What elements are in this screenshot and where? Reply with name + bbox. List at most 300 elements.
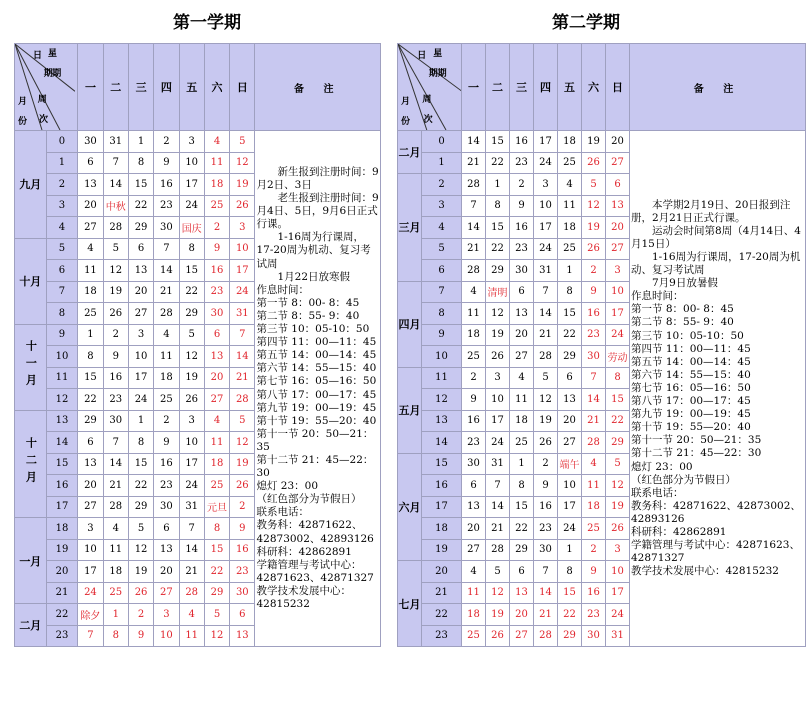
day-cell: 7 bbox=[534, 281, 558, 303]
month-label: 七月 bbox=[398, 597, 421, 611]
day-cell: 29 bbox=[128, 217, 153, 239]
day-cell: 2 bbox=[154, 410, 179, 432]
day-cell: 9 bbox=[154, 432, 179, 454]
notes-line: 第四节 11：00—11：45 bbox=[256, 336, 377, 349]
week-number: 14 bbox=[46, 432, 78, 454]
day-cell: 29 bbox=[486, 260, 510, 282]
day-cell: 19 bbox=[606, 496, 630, 518]
month-cell bbox=[398, 561, 422, 647]
day-cell: 11 bbox=[78, 260, 103, 282]
week-number: 13 bbox=[422, 410, 462, 432]
weekday-header: 三 bbox=[128, 44, 153, 131]
notes-line: 教务科：42871622、42873002、42893126 bbox=[256, 519, 374, 545]
corner-label: 周 bbox=[37, 95, 47, 105]
day-cell: 20 bbox=[78, 195, 103, 217]
day-cell: 4 bbox=[154, 324, 179, 346]
day-cell: 14 bbox=[534, 582, 558, 604]
day-cell: 15 bbox=[486, 131, 510, 153]
day-cell: 13 bbox=[230, 625, 255, 647]
day-cell: 6 bbox=[78, 432, 103, 454]
notes-line: 第一节 8：00- 8：45 bbox=[631, 303, 734, 316]
week-number: 1 bbox=[422, 152, 462, 174]
day-cell: 31 bbox=[606, 625, 630, 647]
day-cell: 19 bbox=[582, 131, 606, 153]
day-cell: 28 bbox=[154, 303, 179, 325]
day-cell: 3 bbox=[154, 604, 179, 626]
day-cell: 21 bbox=[462, 152, 486, 174]
day-cell: 31 bbox=[179, 496, 204, 518]
month-label: 二月 bbox=[398, 146, 421, 159]
weekday-header: 四 bbox=[534, 44, 558, 131]
notes-line: 新生报到注册时间：9月2日、3日 bbox=[256, 165, 379, 191]
notes-line: 第二节 8：55- 9：40 bbox=[256, 309, 360, 322]
day-cell: 18 bbox=[558, 131, 582, 153]
month-cell bbox=[398, 131, 422, 174]
day-cell: 13 bbox=[154, 539, 179, 561]
day-cell: 26 bbox=[230, 475, 255, 497]
day-cell: 14 bbox=[179, 539, 204, 561]
weekday-header: 二 bbox=[486, 44, 510, 131]
day-cell: 13 bbox=[78, 453, 103, 475]
day-cell: 17 bbox=[486, 410, 510, 432]
day-cell: 16 bbox=[510, 131, 534, 153]
day-cell: 19 bbox=[534, 410, 558, 432]
day-cell: 9 bbox=[582, 561, 606, 583]
week-number: 2 bbox=[422, 174, 462, 196]
day-cell: 29 bbox=[128, 496, 153, 518]
notes-line: 熄灯 23：00 bbox=[256, 480, 319, 493]
day-cell: 5 bbox=[204, 604, 229, 626]
day-cell: 15 bbox=[606, 389, 630, 411]
day-cell: 28 bbox=[486, 539, 510, 561]
day-cell: 20 bbox=[78, 475, 103, 497]
week-number: 6 bbox=[422, 260, 462, 282]
day-cell: 27 bbox=[510, 625, 534, 647]
day-cell: 23 bbox=[230, 561, 255, 583]
day-cell: 28 bbox=[103, 496, 128, 518]
notes-line: 第二节 8：55- 9：40 bbox=[631, 316, 734, 329]
day-cell: 24 bbox=[534, 238, 558, 260]
day-cell: 10 bbox=[179, 432, 204, 454]
notes-line: 7月9日放暑假 bbox=[631, 277, 718, 290]
day-cell: 15 bbox=[510, 496, 534, 518]
notes-line: 第五节 14：00—14：45 bbox=[631, 355, 751, 368]
day-cell: 23 bbox=[204, 281, 229, 303]
day-cell: 20 bbox=[510, 324, 534, 346]
notes-line: 1-16周为行课周，17-20周为机动、复习考试周 bbox=[256, 231, 371, 270]
day-cell: 21 bbox=[179, 561, 204, 583]
day-cell: 5 bbox=[103, 238, 128, 260]
day-cell: 15 bbox=[204, 539, 229, 561]
day-cell: 8 bbox=[78, 346, 103, 368]
day-cell: 1 bbox=[558, 539, 582, 561]
day-cell: 9 bbox=[582, 281, 606, 303]
notes-line: 科研科：42862891 bbox=[256, 545, 352, 558]
table-row bbox=[15, 131, 381, 153]
week-number: 20 bbox=[46, 561, 78, 583]
month-cell bbox=[15, 324, 47, 410]
day-cell: 18 bbox=[204, 174, 229, 196]
notes-line: 第十节 19：55—20：40 bbox=[256, 414, 377, 427]
notes-line: 教学技术发展中心：42815232 bbox=[631, 565, 779, 578]
day-cell: 11 bbox=[154, 346, 179, 368]
weekday-header: 一 bbox=[462, 44, 486, 131]
day-cell: 19 bbox=[582, 217, 606, 239]
semester-calendar-table bbox=[397, 43, 806, 647]
day-cell: 10 bbox=[606, 281, 630, 303]
day-cell: 3 bbox=[128, 324, 153, 346]
week-number: 4 bbox=[46, 217, 78, 239]
day-cell: 12 bbox=[606, 475, 630, 497]
day-cell: 24 bbox=[179, 195, 204, 217]
day-cell: 16 bbox=[582, 303, 606, 325]
day-cell: 9 bbox=[510, 195, 534, 217]
day-cell: 30 bbox=[103, 410, 128, 432]
day-cell: 4 bbox=[558, 174, 582, 196]
day-cell: 25 bbox=[462, 625, 486, 647]
day-cell: 30 bbox=[78, 131, 103, 153]
day-cell: 18 bbox=[558, 217, 582, 239]
week-number: 13 bbox=[46, 410, 78, 432]
day-cell: 21 bbox=[230, 367, 255, 389]
week-number: 18 bbox=[422, 518, 462, 540]
day-cell: 30 bbox=[204, 303, 229, 325]
day-cell: 4 bbox=[510, 367, 534, 389]
day-cell: 5 bbox=[606, 453, 630, 475]
day-cell: 19 bbox=[128, 561, 153, 583]
day-cell: 24 bbox=[78, 582, 103, 604]
day-cell: 17 bbox=[179, 453, 204, 475]
day-cell: 20 bbox=[606, 131, 630, 153]
day-cell: 20 bbox=[606, 217, 630, 239]
month-label: 十一月 bbox=[24, 340, 38, 391]
corner-label: 次 bbox=[423, 115, 433, 125]
day-cell: 23 bbox=[534, 518, 558, 540]
week-number: 20 bbox=[422, 561, 462, 583]
day-cell: 23 bbox=[510, 238, 534, 260]
notes-line: 第十二节 21：45—22：30 bbox=[631, 447, 762, 460]
day-cell: 22 bbox=[179, 281, 204, 303]
month-cell bbox=[398, 453, 422, 561]
day-cell: 22 bbox=[128, 195, 153, 217]
day-cell: 26 bbox=[179, 389, 204, 411]
day-cell: 7 bbox=[179, 518, 204, 540]
day-cell: 6 bbox=[78, 152, 103, 174]
day-cell: 22 bbox=[78, 389, 103, 411]
day-cell: 10 bbox=[78, 539, 103, 561]
week-number: 2 bbox=[46, 174, 78, 196]
day-cell: 5 bbox=[230, 410, 255, 432]
day-cell: 6 bbox=[606, 174, 630, 196]
day-cell: 9 bbox=[230, 518, 255, 540]
day-cell: 24 bbox=[179, 475, 204, 497]
weekday-header: 四 bbox=[154, 44, 179, 131]
corner-label: 份 bbox=[18, 117, 28, 127]
day-cell: 27 bbox=[606, 238, 630, 260]
day-cell: 4 bbox=[204, 131, 229, 153]
day-cell: 23 bbox=[462, 432, 486, 454]
day-cell: 8 bbox=[558, 281, 582, 303]
week-number: 5 bbox=[46, 238, 78, 260]
day-cell: 1 bbox=[558, 260, 582, 282]
week-number: 7 bbox=[422, 281, 462, 303]
day-cell: 27 bbox=[558, 432, 582, 454]
week-number: 19 bbox=[46, 539, 78, 561]
day-cell: 7 bbox=[534, 561, 558, 583]
day-cell: 24 bbox=[128, 389, 153, 411]
month-label: 十二月 bbox=[24, 436, 38, 488]
day-cell: 15 bbox=[179, 260, 204, 282]
month-label: 十月 bbox=[19, 275, 42, 288]
day-cell: 5 bbox=[486, 561, 510, 583]
day-cell: 2 bbox=[534, 453, 558, 475]
semester-title: 第二学期 bbox=[552, 13, 620, 33]
notes-line: 科研科：42862891 bbox=[631, 525, 727, 538]
day-cell: 4 bbox=[582, 453, 606, 475]
corner-label: 月 bbox=[401, 97, 411, 107]
day-cell: 20 bbox=[510, 604, 534, 626]
day-cell: 24 bbox=[606, 324, 630, 346]
day-cell: 25 bbox=[462, 346, 486, 368]
corner-label: 期 bbox=[428, 69, 438, 79]
day-cell: 11 bbox=[462, 303, 486, 325]
notes-line: 作息时间： bbox=[256, 283, 309, 296]
day-cell: 6 bbox=[558, 367, 582, 389]
notes-line: 本学期2月19日、20日报到注册，2月21日正式行课。 bbox=[631, 198, 791, 224]
day-cell: 22 bbox=[486, 238, 510, 260]
day-cell: 8 bbox=[128, 152, 153, 174]
day-cell: 15 bbox=[558, 582, 582, 604]
day-cell: 24 bbox=[534, 152, 558, 174]
day-cell: 16 bbox=[462, 410, 486, 432]
day-cell: 27 bbox=[78, 496, 103, 518]
day-cell: 12 bbox=[103, 260, 128, 282]
notes-line: 第十一节 20：50—21：35 bbox=[256, 427, 374, 453]
notes-header: 备 注 bbox=[630, 44, 806, 131]
day-cell: 26 bbox=[582, 152, 606, 174]
day-cell: 19 bbox=[230, 453, 255, 475]
day-cell: 2 bbox=[204, 217, 229, 239]
day-cell: 21 bbox=[486, 518, 510, 540]
week-number: 19 bbox=[422, 539, 462, 561]
day-cell: 26 bbox=[230, 195, 255, 217]
day-cell: 2 bbox=[462, 367, 486, 389]
week-number: 23 bbox=[46, 625, 78, 647]
month-label: 六月 bbox=[398, 500, 421, 514]
day-cell: 17 bbox=[179, 174, 204, 196]
day-cell: 16 bbox=[103, 367, 128, 389]
day-cell: 8 bbox=[510, 475, 534, 497]
notes-line: 第六节 14：55—15：40 bbox=[256, 362, 377, 375]
day-cell: 13 bbox=[462, 496, 486, 518]
week-number: 9 bbox=[422, 324, 462, 346]
week-number: 11 bbox=[422, 367, 462, 389]
day-cell: 17 bbox=[534, 131, 558, 153]
day-cell: 9 bbox=[462, 389, 486, 411]
day-cell: 10 bbox=[128, 346, 153, 368]
week-number: 23 bbox=[422, 625, 462, 647]
day-cell: 7 bbox=[154, 238, 179, 260]
day-cell: 21 bbox=[462, 238, 486, 260]
week-number: 17 bbox=[422, 496, 462, 518]
day-cell: 3 bbox=[179, 131, 204, 153]
day-cell: 5 bbox=[534, 367, 558, 389]
notes-line: 联系电话： bbox=[631, 486, 684, 499]
day-cell: 10 bbox=[558, 475, 582, 497]
notes-line: 联系电话： bbox=[256, 506, 309, 519]
month-cell bbox=[15, 131, 47, 239]
day-cell: 29 bbox=[78, 410, 103, 432]
month-label: 一月 bbox=[19, 554, 42, 568]
day-cell: 13 bbox=[128, 260, 153, 282]
day-cell: 25 bbox=[78, 303, 103, 325]
day-cell: 11 bbox=[204, 152, 229, 174]
day-cell: 16 bbox=[204, 260, 229, 282]
day-cell: 15 bbox=[558, 303, 582, 325]
day-cell: 27 bbox=[154, 582, 179, 604]
day-cell: 28 bbox=[582, 432, 606, 454]
day-cell: 25 bbox=[582, 518, 606, 540]
week-number: 4 bbox=[422, 217, 462, 239]
day-cell: 5 bbox=[582, 174, 606, 196]
month-label: 二月 bbox=[19, 619, 42, 632]
day-cell: 23 bbox=[154, 475, 179, 497]
day-cell: 14 bbox=[534, 303, 558, 325]
month-cell bbox=[15, 518, 47, 604]
notes-line: 第七节 16：05—16：50 bbox=[631, 381, 751, 394]
corner-label: 日 bbox=[417, 51, 427, 61]
semester-notes bbox=[255, 131, 381, 647]
notes-line: 第十一节 20：50—21：35 bbox=[631, 434, 762, 447]
day-cell: 30 bbox=[154, 217, 179, 239]
day-cell: 28 bbox=[534, 625, 558, 647]
day-cell: 元旦 bbox=[204, 496, 229, 518]
day-cell: 26 bbox=[582, 238, 606, 260]
day-cell: 29 bbox=[558, 625, 582, 647]
weekday-header: 五 bbox=[558, 44, 582, 131]
corner-label: 月 bbox=[18, 97, 28, 107]
corner-label: 周 bbox=[422, 95, 432, 105]
corner-label: 份 bbox=[401, 117, 411, 127]
week-number: 10 bbox=[46, 346, 78, 368]
day-cell: 17 bbox=[128, 367, 153, 389]
notes-line: 学籍管理与考试中心：42871623、42871327 bbox=[631, 539, 800, 565]
day-cell: 27 bbox=[128, 303, 153, 325]
day-cell: 28 bbox=[230, 389, 255, 411]
day-cell: 29 bbox=[606, 432, 630, 454]
day-cell: 15 bbox=[128, 174, 153, 196]
day-cell: 21 bbox=[534, 604, 558, 626]
day-cell: 22 bbox=[510, 518, 534, 540]
week-number: 22 bbox=[46, 604, 78, 626]
day-cell: 1 bbox=[486, 174, 510, 196]
day-cell: 31 bbox=[103, 131, 128, 153]
day-cell: 25 bbox=[510, 432, 534, 454]
day-cell: 11 bbox=[558, 195, 582, 217]
day-cell: 6 bbox=[510, 561, 534, 583]
day-cell: 27 bbox=[78, 217, 103, 239]
day-cell: 24 bbox=[486, 432, 510, 454]
notes-line: 第九节 19：00—19：45 bbox=[256, 401, 377, 414]
day-cell: 27 bbox=[510, 346, 534, 368]
day-cell: 7 bbox=[103, 432, 128, 454]
corner-label: 星 bbox=[433, 49, 443, 59]
day-cell: 12 bbox=[534, 389, 558, 411]
notes-line: 教务科：42871622、42873002、42893126 bbox=[631, 499, 801, 525]
notes-line: 熄灯 23：00 bbox=[631, 460, 693, 473]
day-cell: 7 bbox=[486, 475, 510, 497]
day-cell: 18 bbox=[103, 561, 128, 583]
day-cell: 7 bbox=[582, 367, 606, 389]
week-number: 5 bbox=[422, 238, 462, 260]
day-cell: 3 bbox=[534, 174, 558, 196]
notes-line: 1-16周为行课周，17-20周为机动、复习考试周 bbox=[631, 251, 801, 277]
day-cell: 23 bbox=[154, 195, 179, 217]
header-row bbox=[15, 44, 381, 131]
day-cell: 29 bbox=[179, 303, 204, 325]
day-cell: 21 bbox=[534, 324, 558, 346]
notes-line: 第八节 17：00—17：45 bbox=[256, 388, 377, 401]
day-cell: 23 bbox=[103, 389, 128, 411]
day-cell: 17 bbox=[534, 217, 558, 239]
day-cell: 26 bbox=[486, 625, 510, 647]
day-cell: 22 bbox=[558, 324, 582, 346]
week-number: 9 bbox=[46, 324, 78, 346]
day-cell: 19 bbox=[179, 367, 204, 389]
month-label: 三月 bbox=[398, 221, 421, 235]
day-cell: 6 bbox=[128, 238, 153, 260]
day-cell: 30 bbox=[230, 582, 255, 604]
day-cell: 7 bbox=[230, 324, 255, 346]
day-cell: 2 bbox=[582, 539, 606, 561]
day-cell: 1 bbox=[128, 410, 153, 432]
day-cell: 22 bbox=[558, 604, 582, 626]
day-cell: 14 bbox=[154, 260, 179, 282]
weekday-header: 一 bbox=[78, 44, 103, 131]
week-number: 1 bbox=[46, 152, 78, 174]
month-cell bbox=[398, 367, 422, 453]
notes-line: 第八节 17：00—17：45 bbox=[631, 395, 751, 408]
day-cell: 6 bbox=[204, 324, 229, 346]
day-cell: 3 bbox=[179, 410, 204, 432]
day-cell: 28 bbox=[534, 346, 558, 368]
week-number: 11 bbox=[46, 367, 78, 389]
weekday-header: 日 bbox=[606, 44, 630, 131]
day-cell: 11 bbox=[179, 625, 204, 647]
day-cell: 25 bbox=[103, 582, 128, 604]
day-cell: 8 bbox=[486, 195, 510, 217]
day-cell: 9 bbox=[534, 475, 558, 497]
day-cell: 13 bbox=[558, 389, 582, 411]
day-cell: 30 bbox=[582, 346, 606, 368]
day-cell: 2 bbox=[128, 604, 153, 626]
day-cell: 27 bbox=[606, 152, 630, 174]
notes-line: 第九节 19：00—19：45 bbox=[631, 408, 751, 421]
day-cell: 14 bbox=[462, 131, 486, 153]
day-cell: 8 bbox=[558, 561, 582, 583]
day-cell: 12 bbox=[128, 539, 153, 561]
day-cell: 12 bbox=[230, 152, 255, 174]
day-cell: 8 bbox=[103, 625, 128, 647]
day-cell: 3 bbox=[230, 217, 255, 239]
week-number: 16 bbox=[46, 475, 78, 497]
day-cell: 24 bbox=[606, 604, 630, 626]
day-cell: 12 bbox=[230, 432, 255, 454]
day-cell: 22 bbox=[486, 152, 510, 174]
day-cell: 4 bbox=[204, 410, 229, 432]
day-cell: 3 bbox=[486, 367, 510, 389]
day-cell: 12 bbox=[204, 625, 229, 647]
